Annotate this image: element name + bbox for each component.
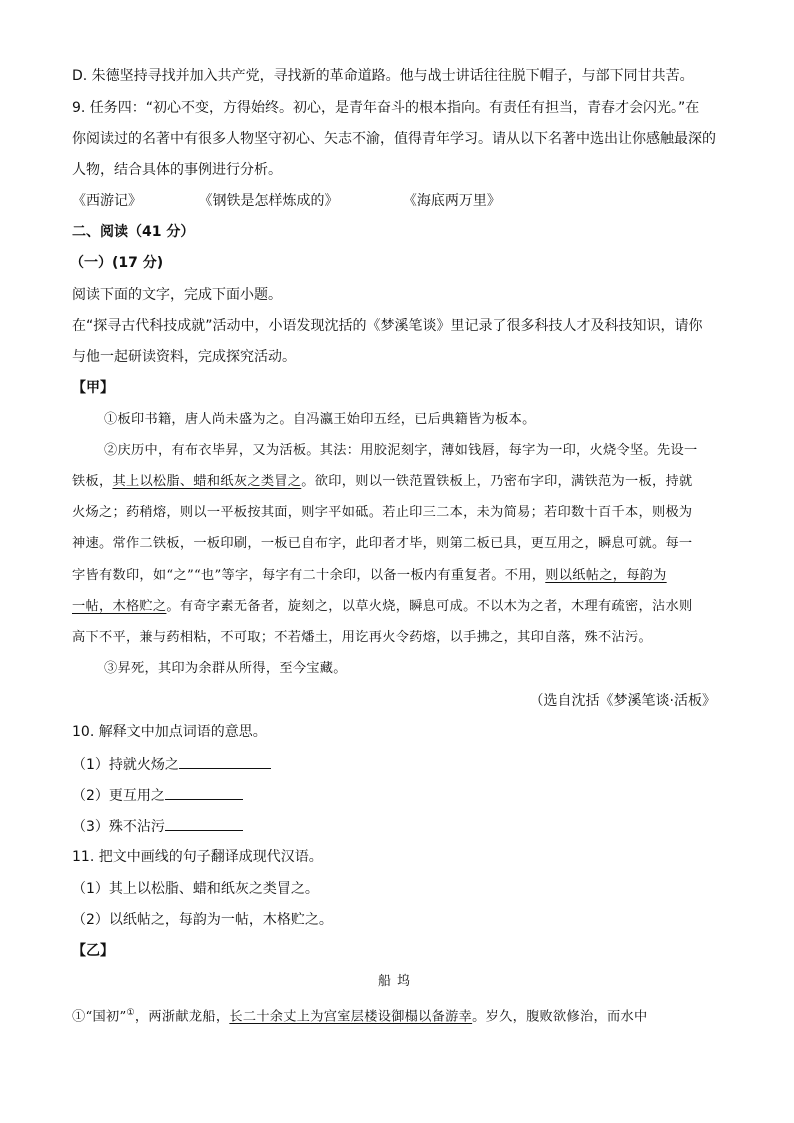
- question-9-line-2: 你阅读过的名著中有很多人物坚守初心、矢志不渝，值得青年学习。请从以下名著中选出让你感触最深的: [72, 131, 716, 147]
- jia-source: （选自沈括《梦溪笔谈·活板》: [529, 693, 716, 709]
- jia-p2-line-6: 一帖，木格贮之。有奇字素无备者，旋刻之，以草火烧，瞬息可成。不以木为之者，木理有疏密，沾水则: [72, 599, 693, 614]
- answer-blank[interactable]: [179, 754, 271, 769]
- book-gangtie: 《钢铁是怎样炼成的》: [198, 193, 339, 209]
- question-10-item-3: （3）殊不沾污: [72, 816, 243, 837]
- underlined-sentence-1: 其上以松脂、蜡和纸灰之类冒之: [112, 474, 302, 489]
- answer-blank[interactable]: [165, 816, 243, 831]
- question-9-line-3: 人物，结合具体的事例进行分析。: [72, 162, 282, 178]
- question-11-item-2: （2）以纸帖之，每韵为一帖，木格贮之。: [72, 912, 333, 928]
- question-9-line-1: 9. 任务四：“初心不变，方得始终。初心，是青年奋斗的根本指向。有责任有担当，青春才会闪光。”在: [72, 100, 700, 116]
- section-2-heading: 二、阅读（41 分）: [72, 224, 195, 240]
- underlined-sentence-2a: 则以纸帖之，每韵为: [545, 568, 667, 583]
- jia-p2-line-2: 铁板，其上以松脂、蜡和纸灰之类冒之。欲印，则以一铁范置铁板上，乃密布字印，满铁范为一板，持就: [72, 474, 693, 489]
- underlined-sentence-3: 长二十余丈上为宫室层楼设御榻以备游幸: [229, 1009, 473, 1025]
- question-10-item-2: （2）更互用之: [72, 785, 243, 806]
- book-haidi: 《海底两万里》: [402, 193, 501, 209]
- jia-p2-line-1: ②庆历中，有布衣毕昇，又为活板。其法：用胶泥刻字，薄如钱唇，每字为一印，火烧令坚。先设一: [104, 443, 698, 458]
- reading-intro-3: 与他一起研读资料，完成探究活动。: [72, 349, 296, 365]
- passage-jia-label: 【甲】: [72, 380, 114, 396]
- passage-yi-label: 【乙】: [72, 943, 114, 959]
- question-10-stem: 10. 解释文中加点词语的意思。: [72, 724, 267, 740]
- footnote-marker: ①: [126, 1008, 135, 1018]
- answer-blank[interactable]: [165, 785, 243, 800]
- book-xiyouji: 《西游记》: [72, 193, 142, 209]
- jia-paragraph-3: ③昇死，其印为余群从所得，至今宝藏。: [104, 661, 347, 676]
- question-11-item-1: （1）其上以松脂、蜡和纸灰之类冒之。: [72, 881, 319, 897]
- jia-p2-line-4: 神速。常作二铁板，一板印刷，一板已自布字，此印者才毕，则第二板已具，更互用之，瞬息可就。每一: [72, 536, 693, 551]
- jia-paragraph-1: ①板印书籍，唐人尚未盛为之。自冯瀛王始印五经，已后典籍皆为板本。: [104, 412, 536, 427]
- jia-p2-line-5: 字皆有数印，如“之”“也”等字，每字有二十余印，以备一板内有重复者。不用，则以纸帖之，每韵为: [72, 568, 667, 583]
- jia-p2-line-3: 火炀之；药稍熔，则以一平板按其面，则字平如砥。若止印三二本，未为简易；若印数十百千本，则极为: [72, 505, 693, 520]
- reading-intro-1: 阅读下面的文字，完成下面小题。: [72, 287, 282, 303]
- section-2-sub-heading: （一）(17 分): [70, 255, 164, 271]
- jia-p2-line-7: 高下不平，兼与药相粘，不可取；不若燔土，用讫再火令药熔，以手拂之，其印自落，殊不沾污。: [72, 630, 652, 645]
- yi-title: 船坞: [377, 974, 416, 989]
- book-list: [72, 191, 501, 211]
- question-10-item-1: （1）持就火炀之: [72, 754, 271, 775]
- option-d: D. 朱德坚持寻找并加入共产党，寻找新的革命道路。他与战士讲话往往脱下帽子，与部下同甘共苦。: [72, 68, 694, 84]
- underlined-sentence-2b: 一帖，木格贮之: [72, 599, 167, 614]
- reading-intro-2: 在“探寻古代科技成就”活动中，小语发现沈括的《梦溪笔谈》里记录了很多科技人才及科技知识，请你: [72, 318, 703, 334]
- question-11-stem: 11. 把文中画线的句子翻译成现代汉语。: [72, 849, 323, 865]
- yi-paragraph-1: ①“国初”①，两浙献龙船，长二十余丈上为宫室层楼设御榻以备游幸。岁久，腹败欲修治，而水中: [72, 1008, 648, 1025]
